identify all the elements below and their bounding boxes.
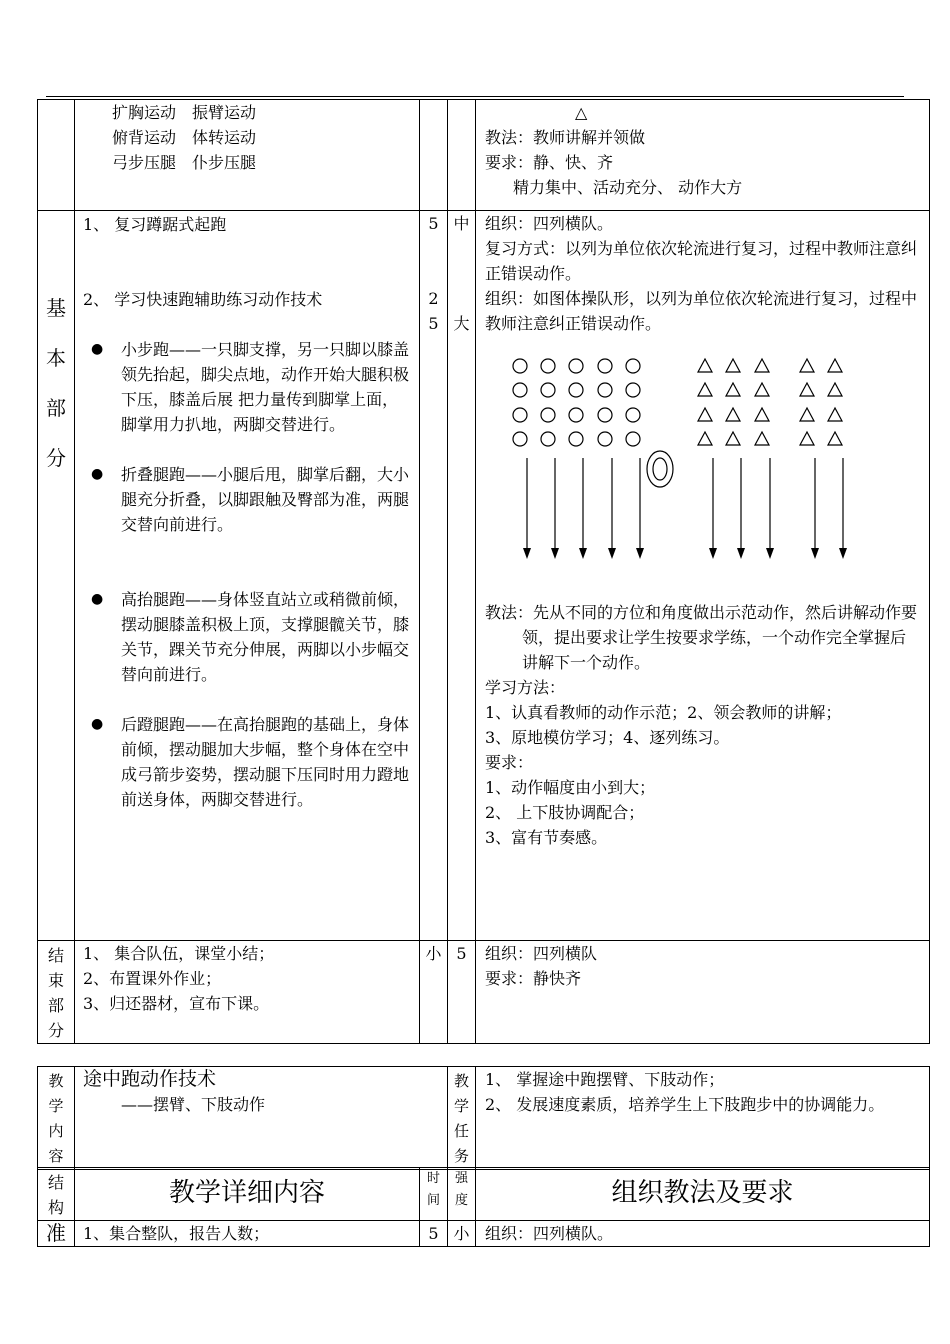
lesson-plan-table-3 [37, 1167, 930, 1247]
label-char: 本 [46, 346, 66, 370]
study-line: 3、富有节奏感。 [485, 828, 608, 847]
teacher-icon-inner [653, 458, 667, 480]
arrow-head-icon [766, 548, 774, 559]
student-circle-icon [513, 408, 527, 422]
label-char: 结 [47, 1173, 64, 1192]
student-circles [513, 359, 640, 446]
prep-org: 组织：四列横队。 [476, 1221, 930, 1247]
student-triangle-icon [755, 408, 769, 421]
label-char: 内 [48, 1122, 64, 1140]
bullet-text: 后蹬腿跑——在高抬腿跑的基础上，身体前倾，摆动腿加大步幅，整个身体在空中成弓箭步姿势，摆动腿下压同时用力蹬地前送身体，两脚交替进行。 [121, 715, 410, 809]
label-char: 教 [48, 1072, 64, 1090]
label-char: 学 [453, 1097, 469, 1115]
label-char: 束 [47, 971, 64, 990]
task-cell [476, 1067, 930, 1170]
org-text: 组织：如图体操队形，以列为单位依次轮流进行复习，过程中教师注意纠正错误动作。 [485, 289, 918, 333]
student-triangle-icon [698, 383, 712, 396]
basic-intensity-cell [448, 211, 476, 941]
label-char: 部 [46, 396, 66, 420]
student-circle-icon [513, 359, 527, 373]
label-char: 任 [453, 1122, 469, 1140]
study-line: 要求： [485, 753, 534, 772]
lesson-title: 途中跑动作技术 [83, 1068, 217, 1090]
student-triangle-icon [828, 383, 842, 396]
ending-intensity-cell [420, 941, 448, 1044]
arrow-head-icon [608, 548, 616, 559]
student-circle-icon [569, 359, 583, 373]
arrow-head-icon [811, 548, 819, 559]
prep-time: 5 [420, 1221, 448, 1247]
student-triangle-icon [698, 432, 712, 445]
label-char: 部 [47, 996, 64, 1015]
ending-item: 2、布置课外作业； [83, 969, 222, 988]
student-triangle-icon [828, 359, 842, 372]
warmup-requirement-detail: 精力集中、活动充分、 动作大方 [513, 178, 743, 197]
bullet-fold-leg [83, 462, 411, 537]
student-triangle-icon [726, 408, 740, 421]
header-rule [46, 96, 904, 97]
prep-intensity: 小 [448, 1221, 476, 1247]
task-label [448, 1067, 476, 1170]
student-circle-icon [598, 359, 612, 373]
method-label: 教法： [485, 603, 534, 622]
warmup-requirement: 要求：静、快、齐 [485, 153, 614, 172]
student-triangle-icon [698, 408, 712, 421]
lesson-info-row [38, 1067, 930, 1170]
student-circle-icon [569, 432, 583, 446]
label-char: 分 [47, 1021, 64, 1040]
org-text: 要求：静快齐 [485, 969, 582, 988]
bullet-dot-icon: ● [91, 591, 104, 607]
label-char: 基 [46, 296, 66, 320]
arrow-head-icon [636, 548, 644, 559]
prep-section-label: 准 [38, 1221, 75, 1247]
intensity-value: 小 [425, 944, 442, 963]
basic-row [38, 211, 930, 941]
org-header: 组织教法及要求 [476, 1168, 930, 1221]
review-text: 复习方式：以列为单位依次轮流进行复习，过程中教师注意纠正错误动作。 [485, 239, 918, 283]
task-item: 1、 掌握途中跑摆臂、下肢动作； [485, 1070, 725, 1089]
intensity-header [448, 1168, 476, 1221]
arrow-head-icon [839, 548, 847, 559]
structure-header [38, 1168, 75, 1221]
study-line: 1、认真看教师的动作示范；2、领会教师的讲解； [485, 703, 842, 722]
student-circle-icon [541, 408, 555, 422]
intensity-value: 中 [453, 214, 470, 233]
org-text: 组织：四列横队 [485, 944, 598, 963]
student-circle-icon [569, 383, 583, 397]
student-triangle-icon [800, 383, 814, 396]
method-block [485, 600, 921, 675]
label-char: 分 [46, 446, 66, 470]
student-circle-icon [626, 359, 640, 373]
bullet-back-kick [83, 712, 411, 812]
item-learn-drills: 2、 学习快速跑辅助练习动作技术 [83, 290, 323, 309]
lesson-plan-table-1 [37, 99, 930, 1044]
student-circle-icon [541, 383, 555, 397]
arrow-head-icon [737, 548, 745, 559]
label-char: 学 [48, 1097, 64, 1115]
ending-time-cell [448, 941, 476, 1044]
bullet-text: 折叠腿跑——小腿后甩，脚掌后翻，大小腿充分折叠，以脚跟触及臀部为准，两腿交替向前进行。 [121, 465, 410, 534]
bullet-text: 小步跑——一只脚支撑，另一只脚以膝盖领先抬起，脚尖点地，动作开始大腿积极下压，膝盖后展 把力量传到脚掌上面，脚掌用力扒地，两脚交替进行。 [121, 340, 410, 434]
time-value: 2 [428, 289, 439, 308]
label-char: 度 [454, 1193, 468, 1208]
student-triangles [698, 359, 842, 445]
bullet-text: 高抬腿跑——身体竖直站立或稍微前倾，摆动腿膝盖积极上顶，支撑腿髋关节，膝关节，踝关节充分伸展，两脚以小步幅交替向前进行。 [121, 590, 410, 684]
bullet-dot-icon: ● [91, 466, 104, 482]
student-triangle-icon [726, 359, 740, 372]
student-circle-icon [598, 408, 612, 422]
ending-item: 3、归还器材，宣布下课。 [83, 994, 270, 1013]
student-triangle-icon [755, 432, 769, 445]
student-triangle-icon [828, 432, 842, 445]
student-circle-icon [541, 359, 555, 373]
arrow-head-icon [551, 548, 559, 559]
prep-item: 1、集合整队，报告人数； [75, 1221, 420, 1247]
study-line: 2、 上下肢协调配合； [485, 803, 645, 822]
time-value: 5 [428, 314, 439, 333]
student-triangle-icon [800, 408, 814, 421]
intensity-value: 大 [453, 314, 470, 333]
basic-time-cell [420, 211, 448, 941]
student-triangle-icon [755, 383, 769, 396]
arrow-head-icon [579, 548, 587, 559]
lesson-plan-table-2 [37, 1066, 930, 1170]
prep-row [38, 1221, 930, 1247]
student-circle-icon [626, 432, 640, 446]
warmup-intensity-cell [448, 100, 476, 211]
content-label [38, 1067, 75, 1170]
time-value: 5 [428, 214, 439, 233]
triangle-marker: △ [575, 103, 588, 122]
study-line: 学习方法： [485, 678, 566, 697]
student-circle-icon [569, 408, 583, 422]
formation-diagram [485, 338, 925, 598]
student-circle-icon [541, 432, 555, 446]
label-char: 间 [426, 1193, 440, 1208]
time-header [420, 1168, 448, 1221]
warmup-line: 扩胸运动 振臂运动 [112, 103, 257, 122]
detail-header: 教学详细内容 [75, 1168, 420, 1221]
student-circle-icon [598, 383, 612, 397]
warmup-method: 教法：教师讲解并领做 [485, 128, 646, 147]
student-triangle-icon [726, 383, 740, 396]
label-char: 容 [48, 1147, 64, 1165]
item-review-start: 1、 复习蹲踞式起跑 [83, 215, 227, 234]
student-triangle-icon [698, 359, 712, 372]
warmup-line: 弓步压腿 仆步压腿 [112, 153, 257, 172]
bullet-high-knee [83, 587, 411, 687]
label-char: 务 [453, 1147, 469, 1165]
ending-content-cell [75, 941, 420, 1044]
label-char: 时 [426, 1171, 440, 1186]
bullet-dot-icon: ● [91, 716, 104, 732]
student-circle-icon [598, 432, 612, 446]
student-triangle-icon [828, 408, 842, 421]
basic-org-cell [476, 211, 930, 941]
warmup-section-cell [38, 100, 75, 211]
student-triangle-icon [726, 432, 740, 445]
basic-content-cell [75, 211, 420, 941]
student-triangle-icon [800, 359, 814, 372]
task-item: 2、 发展速度素质，培养学生上下肢跑步中的协调能力。 [485, 1095, 885, 1114]
bullet-dot-icon: ● [91, 341, 104, 357]
warmup-content-cell [75, 100, 420, 211]
basic-section-label [38, 211, 75, 941]
study-line: 3、原地模仿学习；4、逐列练习。 [485, 728, 730, 747]
bullet-small-step [83, 337, 411, 437]
time-value: 5 [456, 944, 467, 963]
warmup-row [38, 100, 930, 211]
arrow-head-icon [709, 548, 717, 559]
student-circle-icon [513, 432, 527, 446]
lesson-subtitle: ——摆臂、下肢动作 [121, 1095, 266, 1114]
teacher-icon [647, 451, 673, 487]
student-circle-icon [626, 383, 640, 397]
org-text: 组织：四列横队。 [485, 214, 614, 233]
student-triangle-icon [800, 432, 814, 445]
ending-item: 1、 集合队伍，课堂小结； [83, 944, 275, 963]
ending-org-cell [476, 941, 930, 1044]
study-line: 1、动作幅度由小到大； [485, 778, 656, 797]
arrow-head-icon [523, 548, 531, 559]
student-circle-icon [626, 408, 640, 422]
label-char: 强 [454, 1171, 468, 1186]
run-direction-arrows [523, 458, 847, 559]
header-row [38, 1168, 930, 1221]
ending-section-label [38, 941, 75, 1044]
ending-row [38, 941, 930, 1044]
label-char: 教 [453, 1072, 469, 1090]
label-char: 构 [47, 1198, 64, 1217]
label-char: 结 [47, 946, 64, 965]
warmup-time-cell [420, 100, 448, 211]
warmup-line: 俯背运动 体转运动 [112, 128, 257, 147]
student-triangle-icon [755, 359, 769, 372]
lesson-title-cell [75, 1067, 448, 1170]
student-circle-icon [513, 383, 527, 397]
method-text: 先从不同的方位和角度做出示范动作，然后讲解动作要领，提出要求让学生按要求学练，一个动作完全掌握后讲解下一个动作。 [522, 603, 918, 672]
warmup-org-cell [476, 100, 930, 211]
